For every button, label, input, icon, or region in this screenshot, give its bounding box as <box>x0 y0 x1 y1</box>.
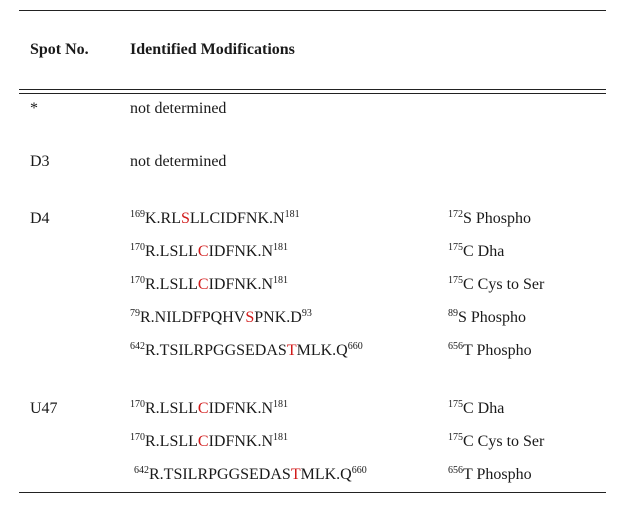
seq-suffix: IDFNK.N <box>208 400 274 417</box>
start-position: 169 <box>130 209 145 220</box>
seq-suffix: IDFNK.N <box>208 276 274 293</box>
row-note: not determined <box>130 100 227 117</box>
seq-prefix: K.RL <box>145 210 181 227</box>
bottom-rule <box>19 492 606 493</box>
modified-residue: C <box>197 400 209 417</box>
site-position: 656 <box>448 341 463 352</box>
modified-residue: S <box>245 309 255 326</box>
start-position: 170 <box>130 242 145 253</box>
seq-suffix: IDFNK.N <box>208 243 274 260</box>
peptide-sequence <box>130 400 288 418</box>
modification <box>448 276 544 294</box>
header-rule-lower <box>19 93 606 94</box>
peptide-sequence <box>130 342 363 360</box>
seq-suffix: PNK.D <box>254 309 302 326</box>
modification-type: C Cys to Ser <box>463 433 545 450</box>
modified-residue: C <box>197 243 209 260</box>
top-rule <box>19 10 606 11</box>
seq-prefix: R.LSLL <box>145 276 198 293</box>
modified-residue: T <box>290 466 301 483</box>
modification <box>448 433 544 451</box>
modified-residue: C <box>197 433 209 450</box>
site-position: 175 <box>448 399 463 410</box>
site-position: 175 <box>448 275 463 286</box>
seq-prefix: R.LSLL <box>145 400 198 417</box>
site-position: 172 <box>448 209 463 220</box>
header-identified-modifications: Identified Modifications <box>130 41 295 58</box>
header-rule-upper <box>19 89 606 90</box>
peptide-sequence <box>130 210 300 228</box>
seq-prefix: R.LSLL <box>145 243 198 260</box>
end-position: 181 <box>273 399 289 410</box>
peptide-sequence <box>130 309 312 327</box>
spot-label: D4 <box>30 210 50 227</box>
seq-suffix: MLK.Q <box>296 342 348 359</box>
modification-type: C Dha <box>463 243 505 260</box>
modification <box>448 342 532 360</box>
modification <box>448 400 504 418</box>
start-position: 642 <box>130 341 145 352</box>
modification-type: C Dha <box>463 400 505 417</box>
row-note: not determined <box>130 153 227 170</box>
end-position: 181 <box>284 209 300 220</box>
modification <box>448 210 531 228</box>
peptide-sequence <box>134 466 367 484</box>
modification <box>448 309 526 327</box>
site-position: 89 <box>448 308 458 319</box>
end-position: 181 <box>273 242 289 253</box>
seq-suffix: LLCIDFNK.N <box>189 210 285 227</box>
modification-type: T Phospho <box>463 466 532 483</box>
modification <box>448 466 532 484</box>
start-position: 170 <box>130 275 145 286</box>
modification-type: T Phospho <box>463 342 532 359</box>
end-position: 93 <box>301 308 312 319</box>
seq-prefix: R.NILDFPQHV <box>140 309 246 326</box>
end-position: 660 <box>351 465 367 476</box>
end-position: 181 <box>273 432 289 443</box>
site-position: 656 <box>448 465 463 476</box>
seq-prefix: R.TSILRPGGSEDAS <box>149 466 291 483</box>
modification-type: S Phospho <box>458 309 527 326</box>
peptide-sequence <box>130 433 288 451</box>
peptide-sequence <box>130 276 288 294</box>
header-spot-no: Spot No. <box>30 41 89 58</box>
start-position: 642 <box>134 465 149 476</box>
seq-suffix: MLK.Q <box>300 466 352 483</box>
peptide-sequence <box>130 243 288 261</box>
site-position: 175 <box>448 432 463 443</box>
modified-residue: T <box>286 342 297 359</box>
seq-prefix: R.LSLL <box>145 433 198 450</box>
spot-label: D3 <box>30 153 50 170</box>
modification-type: S Phospho <box>463 210 532 227</box>
start-position: 170 <box>130 399 145 410</box>
spot-label: U47 <box>30 400 58 417</box>
end-position: 660 <box>347 341 363 352</box>
seq-prefix: R.TSILRPGGSEDAS <box>145 342 287 359</box>
modified-residue: S <box>181 210 190 227</box>
modification <box>448 243 504 261</box>
site-position: 175 <box>448 242 463 253</box>
end-position: 181 <box>273 275 289 286</box>
modification-type: C Cys to Ser <box>463 276 545 293</box>
start-position: 170 <box>130 432 145 443</box>
modified-residue: C <box>197 276 209 293</box>
start-position: 79 <box>130 308 140 319</box>
seq-suffix: IDFNK.N <box>208 433 274 450</box>
spot-label: * <box>30 100 38 117</box>
